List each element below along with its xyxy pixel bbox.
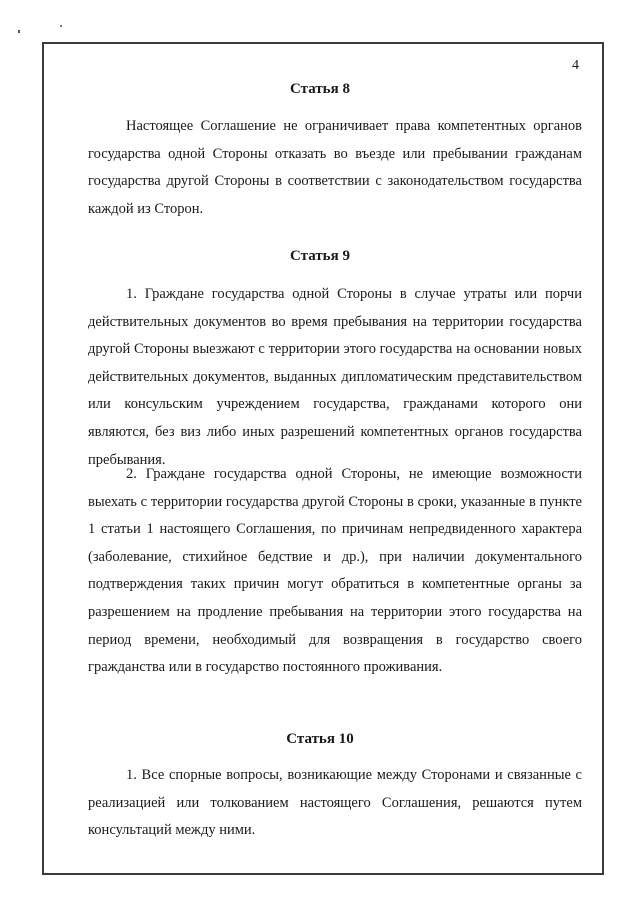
page-number: 4 bbox=[572, 58, 579, 73]
scan-speck bbox=[60, 25, 62, 27]
article-10-heading: Статья 10 bbox=[286, 731, 354, 747]
article-8-heading: Статья 8 bbox=[290, 81, 350, 97]
article-9-heading: Статья 9 bbox=[290, 248, 350, 264]
article-9-paragraph-1: 1. Граждане государства одной Стороны в случае утраты или порчи действительных документов во время пребывания на территории государства другой Стороны выезжают с территории этого государства на основании новых действительных документов, выданных дипломатическим представительством или консульским учреждением государства, гражданами которого они являются, без виз либо иных разрешений компетентных органов государства пребывания. bbox=[88, 286, 582, 468]
article-10-paragraph-1: 1. Все спорные вопросы, возникающие между Сторонами и связанные с реализацией или толкованием настоящего Соглашения, решаются путем консультаций между ними. bbox=[88, 767, 582, 839]
scan-speck bbox=[18, 30, 20, 33]
article-9-paragraph-2: 2. Граждане государства одной Стороны, не имеющие возможности выехать с территории государства другой Стороны в сроки, указанные в пункте 1 статьи 1 настоящего Соглашения, по причинам непредвиденного характера (заболевание, стихийное бедствие и др.), при наличии документального подтверждения таких причин могут обратиться в компетентные органы за разрешением на продление пребывания на территории этого государства на период времени, необходимый для возвращения в государство своего гражданства или в государство постоянного проживания. bbox=[88, 466, 582, 676]
article-8-paragraph-1: Настоящее Соглашение не ограничивает права компетентных органов государства одной Стороны отказать во въезде или пребывании гражданам государства другой Стороны в соответствии с законодательством государства каждой из Сторон. bbox=[88, 118, 582, 217]
